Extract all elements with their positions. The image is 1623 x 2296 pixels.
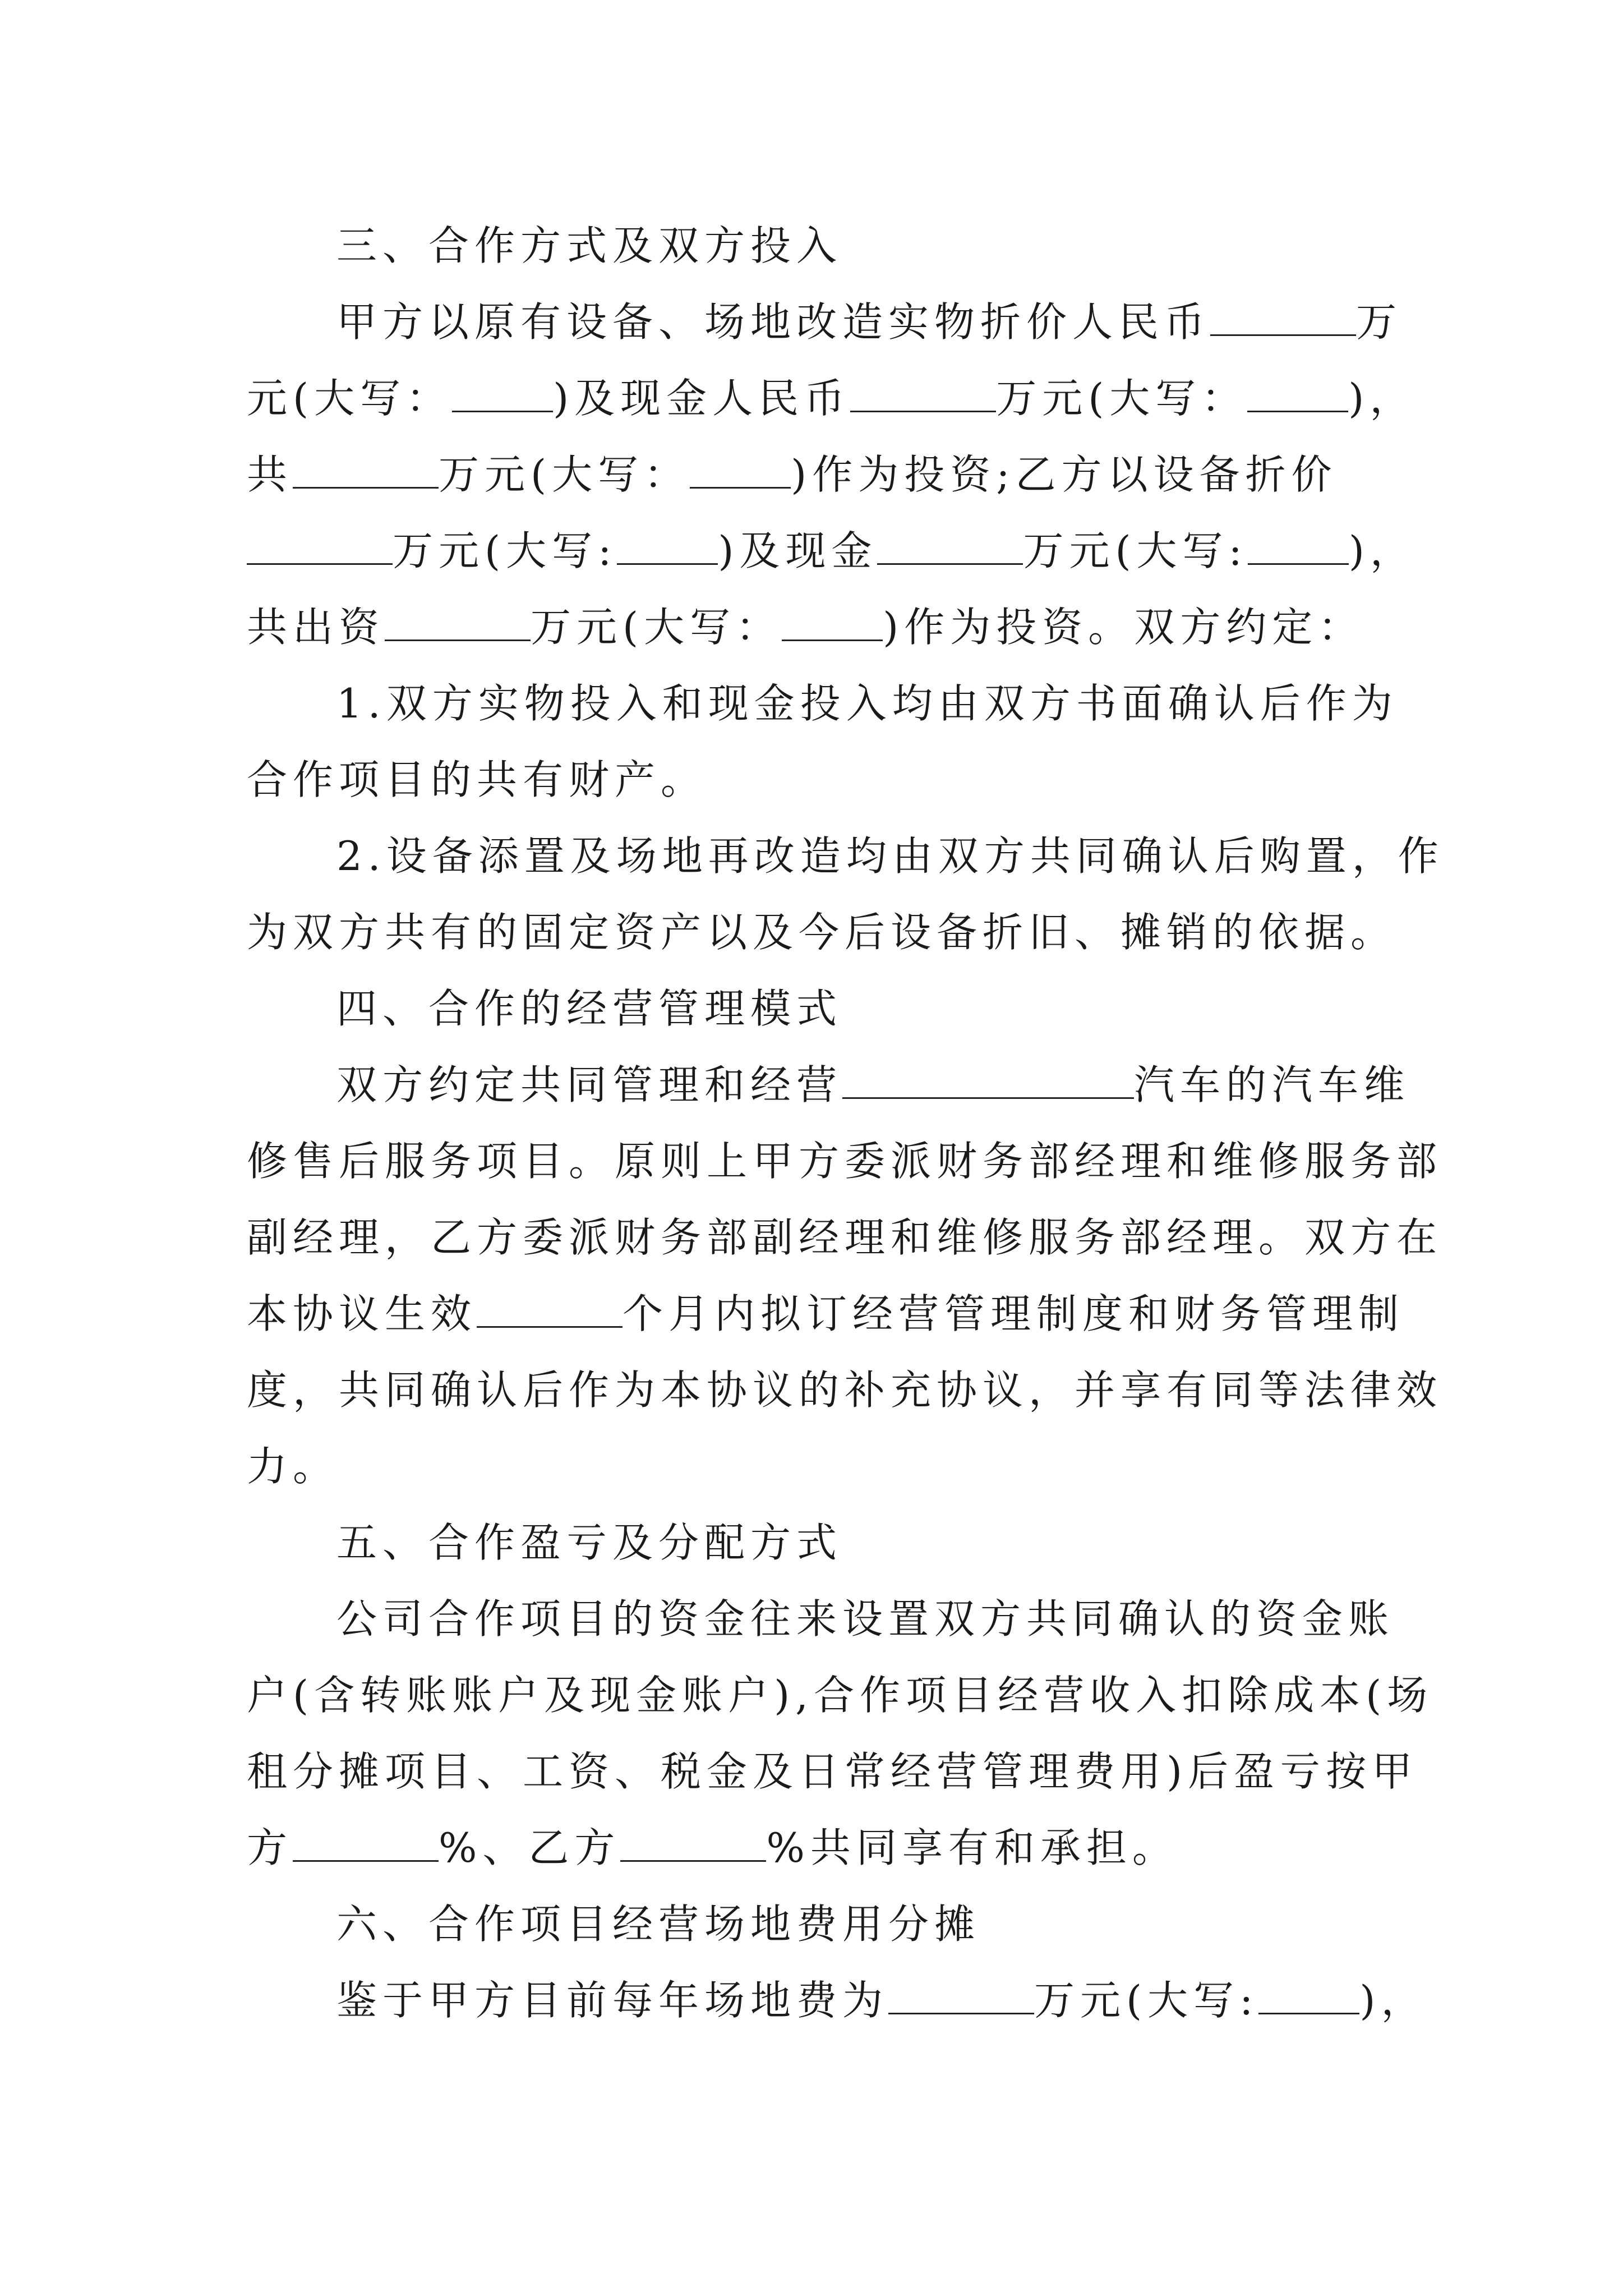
list-item [247, 818, 1444, 894]
text: 合作项目的共有财产。 [247, 756, 707, 803]
text: )， [1348, 527, 1416, 574]
heading-text: 四、合作的经营管理模式 [336, 985, 843, 1032]
section-6-heading [247, 1886, 1391, 1962]
paragraph-line [247, 1733, 1418, 1810]
blank-field [877, 530, 1023, 565]
text: 汽车的汽车维 [1134, 1061, 1410, 1108]
text: 万元(大写： [531, 604, 782, 651]
text: )作为投资。双方约定： [883, 604, 1364, 651]
text: )， [1348, 375, 1416, 422]
blank-field [850, 377, 996, 412]
text: 租分摊项目、工资、税金及日常经营管理费用)后盈亏按甲 [247, 1748, 1418, 1795]
blank-field [293, 1826, 439, 1862]
section-4-heading [247, 970, 1391, 1047]
text: )， [1359, 1977, 1427, 2024]
text: 万元(大写: [1034, 1977, 1259, 2024]
paragraph-line [247, 1810, 1391, 1886]
blank-field [617, 530, 718, 565]
text: 万元(大写: [393, 527, 617, 574]
document-page [247, 208, 1444, 2039]
blank-field [1258, 1979, 1359, 2014]
list-item-continued [247, 894, 1397, 970]
blank-field [452, 377, 553, 412]
heading-text: 五、合作盈亏及分配方式 [336, 1519, 843, 1566]
text: 共 [247, 451, 293, 498]
blank-field [1248, 530, 1349, 565]
text: 个月内拟订经营管理制度和财务管理制 [623, 1290, 1405, 1337]
paragraph-line [247, 1352, 1443, 1428]
text: %、乙方 [439, 1824, 621, 1871]
text: 鉴于甲方目前每年场地费为 [336, 1977, 889, 2024]
text: 副经理，乙方委派财务部副经理和维修服务部经理。双方在 [247, 1214, 1443, 1261]
text: 万元(大写： [996, 375, 1248, 422]
text: 万元(大写: [1023, 527, 1248, 574]
text: 方 [247, 1824, 293, 1871]
blank-field [385, 606, 531, 641]
text: 共出资 [247, 604, 385, 651]
blank-field [620, 1826, 766, 1862]
blank-field [1210, 301, 1356, 336]
list-item-continued [247, 742, 1391, 818]
blank-field [1247, 377, 1348, 412]
blank-field [690, 453, 791, 489]
paragraph-line [247, 1276, 1405, 1352]
blank-field [477, 1292, 623, 1328]
text: 公司合作项目的资金往来设置双方共同确认的资金账 [336, 1595, 1395, 1642]
text: 元(大写： [247, 375, 453, 422]
text: )及现金人民币 [553, 375, 851, 422]
blank-field [247, 530, 393, 565]
text: )及现金 [718, 527, 878, 574]
blank-field [293, 453, 439, 489]
paragraph-line [247, 1428, 1391, 1504]
text: %共同享有和承担。 [766, 1824, 1178, 1871]
blank-field [782, 606, 883, 641]
blank-field [888, 1979, 1034, 2014]
heading-text: 六、合作项目经营场地费用分摊 [336, 1901, 981, 1948]
section-5-heading [247, 1504, 1391, 1581]
paragraph-line [247, 513, 1416, 589]
paragraph-line [247, 360, 1416, 436]
section-3-heading [247, 208, 1391, 284]
paragraph-line [247, 1581, 1395, 1657]
paragraph-line [247, 1962, 1427, 2039]
paragraph-line [247, 1047, 1410, 1123]
paragraph-line [247, 589, 1391, 665]
text: 度，共同确认后作为本协议的补充协议，并享有同等法律效 [247, 1366, 1443, 1414]
paragraph-line [247, 436, 1391, 513]
text: 万元(大写： [439, 451, 690, 498]
paragraph-line [247, 284, 1403, 360]
text: 户(含转账账户及现金账户),合作项目经营收入扣除成本(场 [247, 1672, 1433, 1719]
paragraph-line [247, 1123, 1443, 1199]
text: 力。 [247, 1443, 339, 1490]
text: 为双方共有的固定资产以及今后设备折旧、摊销的依据。 [247, 909, 1397, 956]
blank-field [842, 1064, 1134, 1099]
paragraph-line [247, 1657, 1433, 1733]
text: 甲方以原有设备、场地改造实物折价人民币 [336, 298, 1211, 346]
list-item [247, 665, 1398, 742]
heading-text: 三、合作方式及双方投入 [336, 222, 843, 269]
text: 1.双方实物投入和现金投入均由双方书面确认后作为 [336, 680, 1398, 727]
paragraph-line [247, 1199, 1443, 1276]
text: )作为投资;乙方以设备折价 [791, 451, 1338, 498]
text: 万 [1356, 298, 1403, 346]
text: 2.设备添置及场地再改造均由双方共同确认后购置，作 [336, 832, 1444, 880]
text: 修售后服务项目。原则上甲方委派财务部经理和维修服务部 [247, 1138, 1443, 1185]
text: 双方约定共同管理和经营 [336, 1061, 843, 1108]
text: 本协议生效 [247, 1290, 477, 1337]
